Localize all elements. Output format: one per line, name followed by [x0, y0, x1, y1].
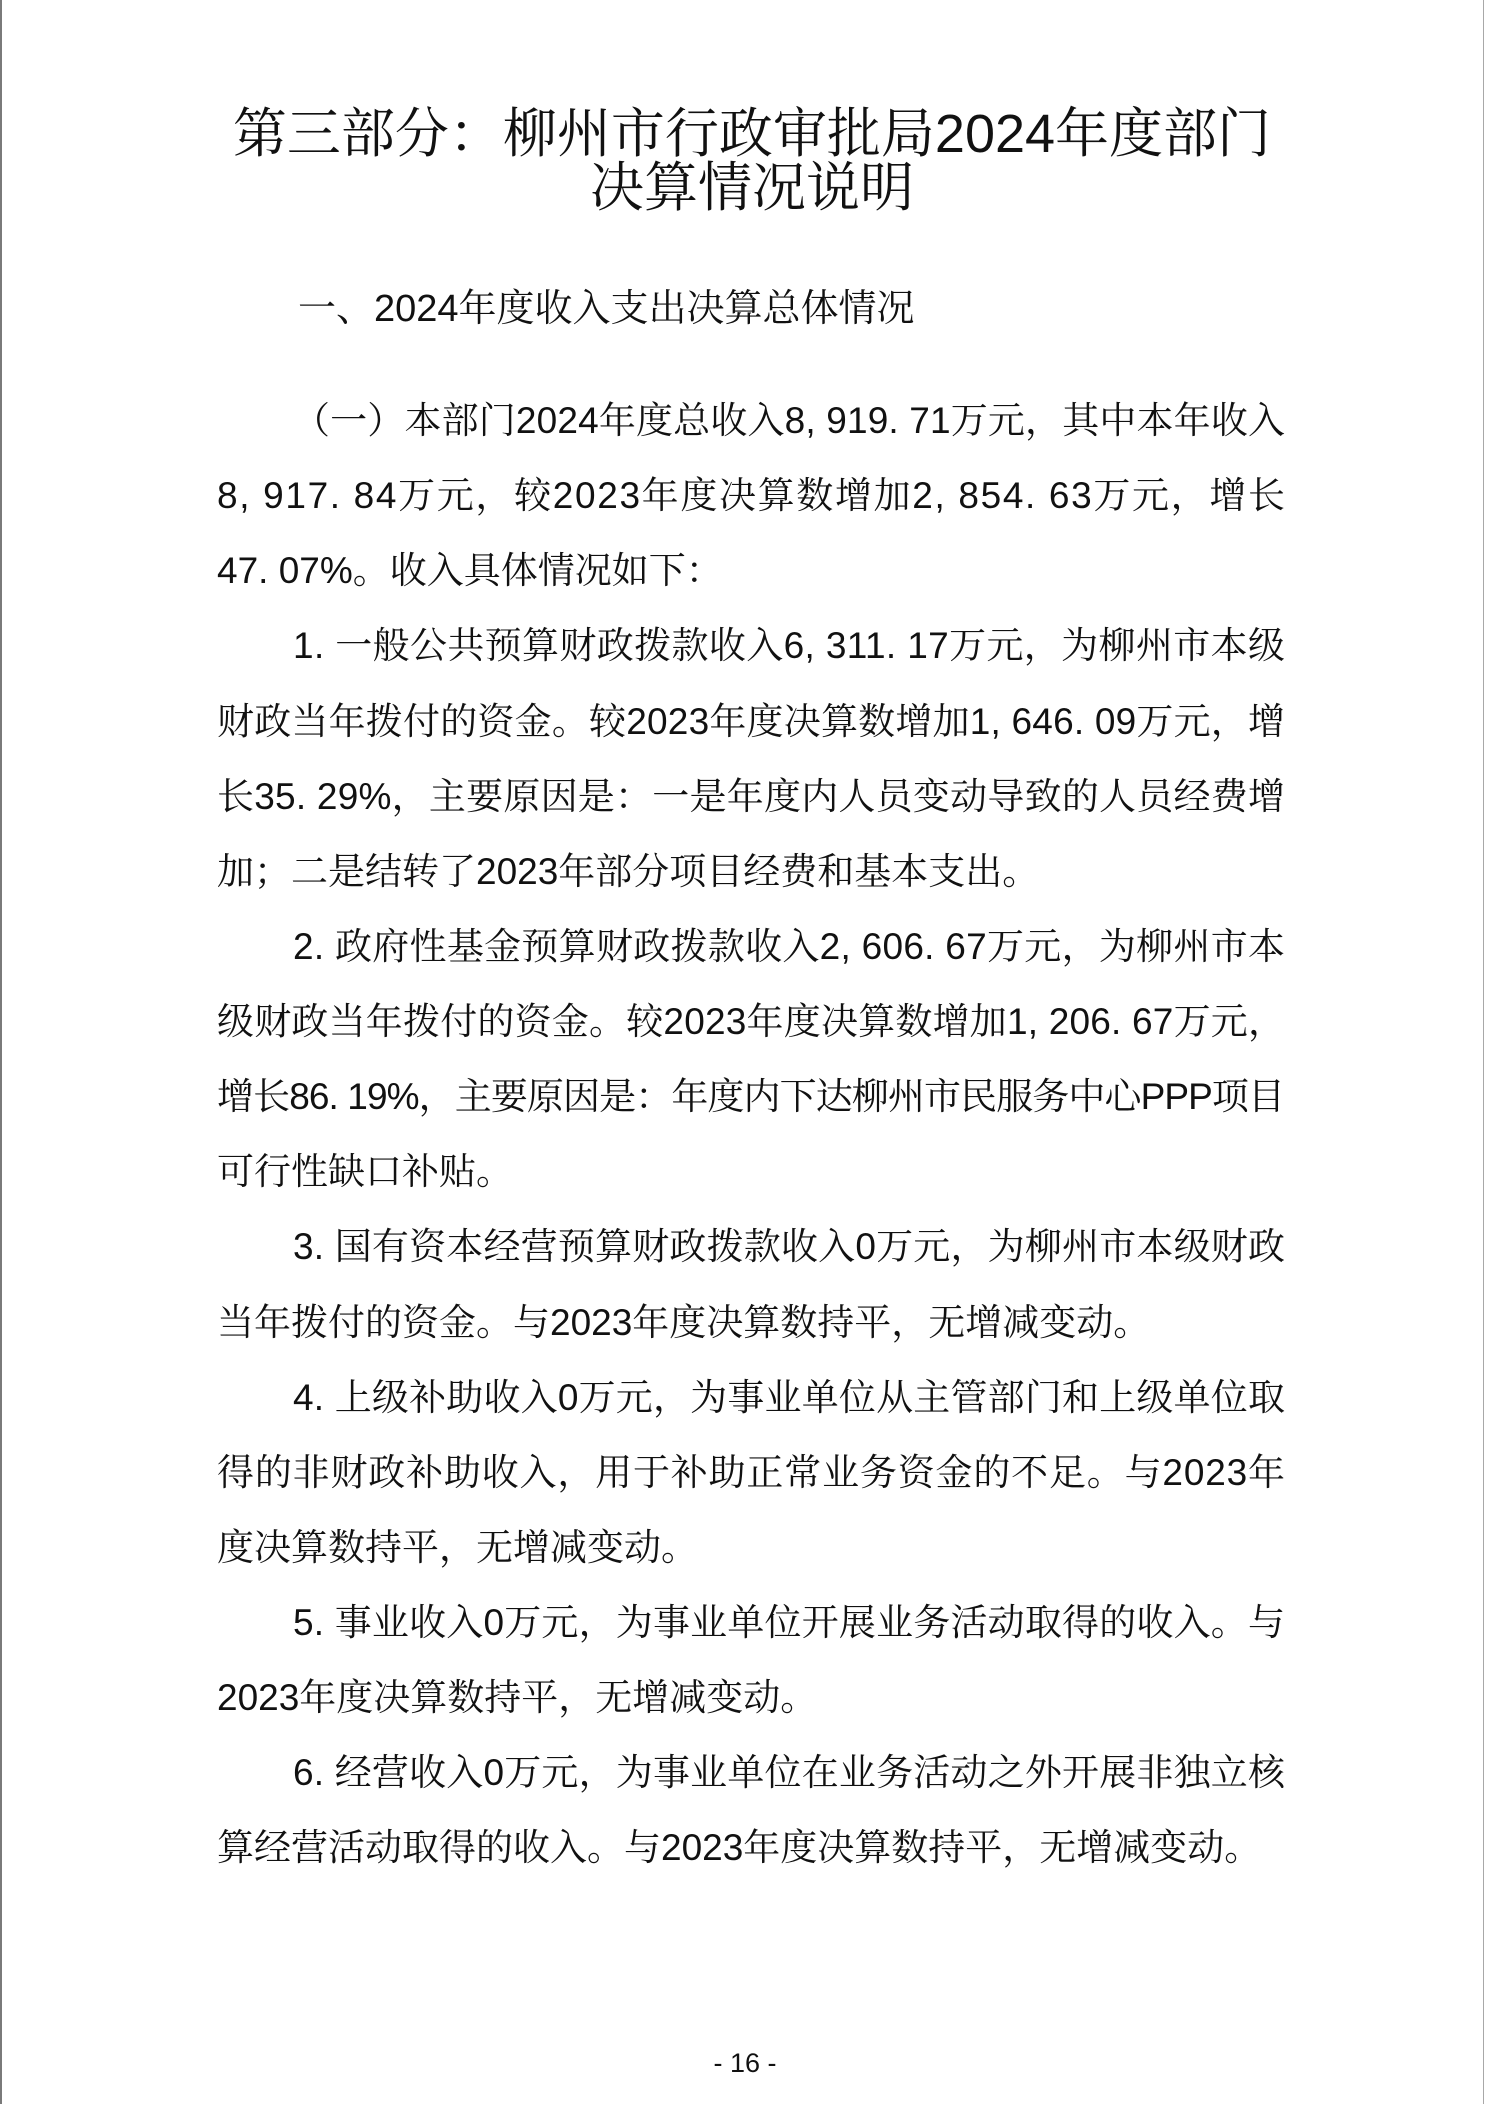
paragraph-superior-subsidy-income	[217, 1360, 1285, 1585]
paragraph-line: 1. 一般公共预算财政拨款收入6, 311. 17万元，为柳州市本级	[293, 625, 1286, 667]
body-text	[217, 383, 1285, 1886]
page-title	[16, 104, 1488, 218]
paragraph-line: 3. 国有资本经营预算财政拨款收入0万元，为柳州市本级财政	[293, 1226, 1286, 1268]
paragraph-general-budget-income	[217, 608, 1285, 909]
paragraph-line: 6. 经营收入0万元，为事业单位在业务活动之外开展非独立核	[293, 1752, 1286, 1794]
paragraph-business-income	[217, 1585, 1285, 1735]
paragraph-line: （一）本部门2024年度总收入8, 919. 71万元，其中本年收入	[293, 400, 1286, 441]
paragraph-line: 加；二是结转了2023年部分项目经费和基本支出。	[217, 850, 1040, 892]
section-heading: 一、2024年度收入支出决算总体情况	[298, 288, 915, 330]
paragraph-operating-income	[217, 1735, 1285, 1885]
paragraph-line: 当年拨付的资金。与2023年度决算数持平，无增减变动。	[217, 1301, 1151, 1343]
paragraph-line: 2023年度决算数持平，无增减变动。	[217, 1677, 818, 1719]
paragraph-line: 2. 政府性基金预算财政拨款收入2, 606. 67万元，为柳州市本	[293, 925, 1286, 967]
paragraph-line: 5. 事业收入0万元，为事业单位开展业务活动取得的收入。与	[293, 1602, 1286, 1643]
paragraph-line: 长35. 29%，主要原因是：一是年度内人员变动导致的人员经费增	[217, 775, 1286, 817]
page-edge-right	[1483, 0, 1484, 2104]
paragraph-state-capital-income	[217, 1209, 1285, 1359]
paragraph-line: 4. 上级补助收入0万元，为事业单位从主管部门和上级单位取	[293, 1376, 1286, 1418]
paragraph-government-fund-income	[217, 909, 1285, 1210]
page-title-line-2: 决算情况说明	[590, 158, 914, 218]
paragraph-line: 47. 07%。收入具体情况如下：	[217, 550, 723, 592]
paragraph-line: 级财政当年拨付的资金。较2023年度决算数增加1, 206. 67万元，	[217, 1001, 1286, 1042]
paragraph-line: 财政当年拨付的资金。较2023年度决算数增加1, 646. 09万元，增	[217, 700, 1286, 742]
paragraph-line: 8, 917. 84万元，较2023年度决算数增加2, 854. 63万元，增长	[217, 475, 1287, 517]
page-edge-left	[0, 0, 2, 2104]
paragraph-line: 可行性缺口补贴。	[217, 1151, 513, 1193]
paragraph-line: 增长86. 19%，主要原因是：年度内下达柳州市民服务中心PPP项目	[217, 1076, 1285, 1118]
paragraph-line: 度决算数持平，无增减变动。	[217, 1526, 698, 1568]
page-title-line-1: 第三部分：柳州市行政审批局2024年度部门	[232, 104, 1272, 164]
paragraph-line: 算经营活动取得的收入。与2023年度决算数持平，无增减变动。	[217, 1827, 1262, 1869]
paragraph-total-income	[217, 383, 1285, 608]
paragraph-line: 得的非财政补助收入，用于补助正常业务资金的不足。与2023年	[217, 1451, 1286, 1493]
page-number: - 16 -	[713, 2048, 777, 2078]
